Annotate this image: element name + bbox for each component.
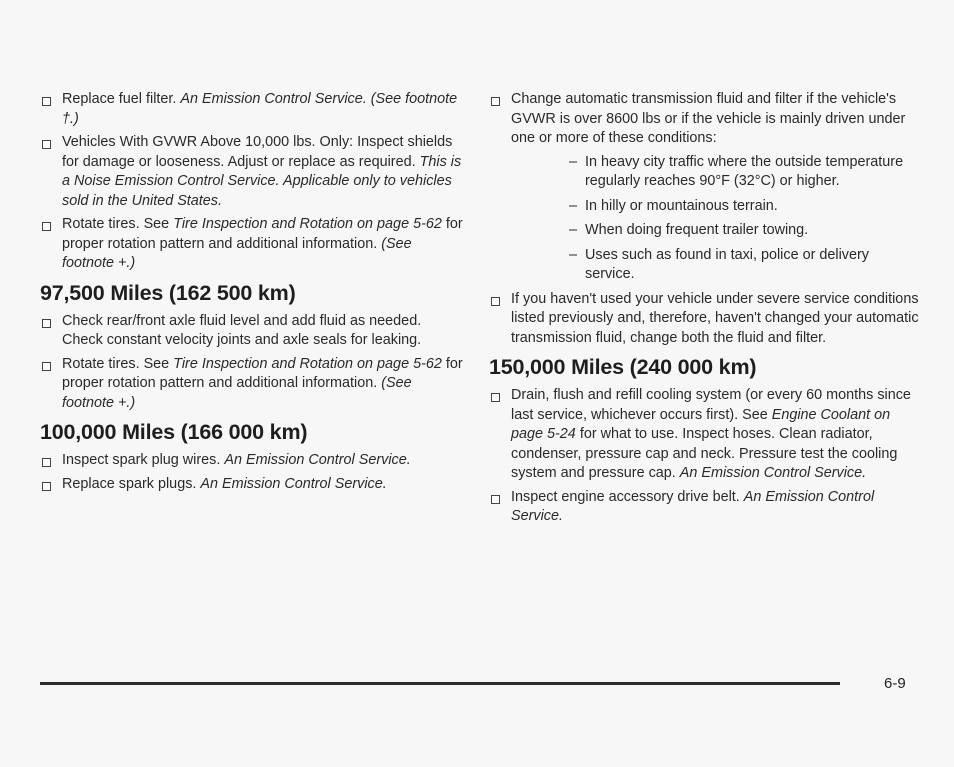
checkbox-icon bbox=[491, 297, 500, 306]
checklist-item-replace-spark-plugs: Replace spark plugs. An Emission Control Service. bbox=[40, 475, 465, 495]
checklist-item-inspect-plug-wires: Inspect spark plug wires. An Emission Control Service. bbox=[40, 451, 465, 471]
condition-item: – In heavy city traffic where the outside temperature regularly reaches 90°F (32°C) or higher. bbox=[569, 153, 904, 189]
checkbox-icon bbox=[491, 97, 500, 106]
section-heading-97500: 97,500 Miles (162 500 km) bbox=[40, 280, 296, 305]
checklist-item-cooling-system: Drain, flush and refill cooling system (or every 60 months since last service, whichever occurs first). See Engine Coolant on page 5-24 for what to use. Inspect hoses. Clean radiator, condenser, pressure cap and neck. Pressure test the cooling system and pressure cap. An Emission Control Service. bbox=[489, 386, 919, 484]
checklist-item-change-transmission-fluid: Change automatic transmission fluid and filter if the vehicle's GVWR is over 8600 lbs or if the vehicle is mainly driven under one or more of these conditions: – In heavy city traffic where the outside temperature regularly reaches 90°F (32°C) or higher. – In hilly or mountainous terrain. – When doing frequent trailer towing. – Uses such as found in taxi, police or delivery service. bbox=[489, 90, 919, 285]
left-column bbox=[40, 90, 465, 498]
checkbox-icon bbox=[491, 495, 500, 504]
checkbox-icon bbox=[491, 393, 500, 402]
checkbox-icon bbox=[42, 362, 51, 371]
condition-item: – In hilly or mountainous terrain. bbox=[569, 197, 778, 214]
checklist-item-change-fluid-and-filter: If you haven't used your vehicle under severe service conditions listed previously and, therefore, haven't changed your automatic transmission fluid, change both the fluid and filter. bbox=[489, 290, 919, 349]
condition-item: – Uses such as found in taxi, police or delivery service. bbox=[569, 246, 869, 282]
checklist-item-rotate-tires: Rotate tires. See Tire Inspection and Rotation on page 5-62 for proper rotation pattern and additional information. (See footnote +.) bbox=[40, 215, 465, 274]
checklist-item-inspect-shields: Vehicles With GVWR Above 10,000 lbs. Only: Inspect shields for damage or looseness. Adjust or replace as required. This is a Noise Emission Control Service. Applicable only to vehicles sold in the United States. bbox=[40, 133, 465, 211]
checkbox-icon bbox=[42, 222, 51, 231]
checklist-item-rotate-tires: Rotate tires. See Tire Inspection and Rotation on page 5-62 for proper rotation pattern and additional information. (See footnote +.) bbox=[40, 355, 465, 414]
checkbox-icon bbox=[42, 97, 51, 106]
footer-rule bbox=[40, 682, 840, 685]
section-heading-100000: 100,000 Miles (166 000 km) bbox=[40, 420, 308, 444]
condition-item: – When doing frequent trailer towing. bbox=[569, 222, 809, 238]
checkbox-icon bbox=[42, 458, 51, 467]
checkbox-icon bbox=[42, 482, 51, 491]
checkbox-icon bbox=[42, 140, 51, 149]
conditions-list bbox=[511, 153, 919, 285]
page-number: 6-9 bbox=[884, 675, 906, 692]
checkbox-icon bbox=[42, 319, 51, 328]
right-column bbox=[489, 90, 919, 531]
section-heading-150000: 150,000 Miles (240 000 km) bbox=[489, 355, 757, 379]
checklist-item-replace-fuel-filter: Replace fuel filter. An Emission Control Service. (See footnote †.) bbox=[40, 90, 465, 129]
checklist-item-check-axle-fluid: Check rear/front axle fluid level and add fluid as needed. Check constant velocity joints and axle seals for leaking. bbox=[40, 312, 465, 351]
checklist-item-drive-belt: Inspect engine accessory drive belt. An Emission Control Service. bbox=[489, 488, 919, 527]
